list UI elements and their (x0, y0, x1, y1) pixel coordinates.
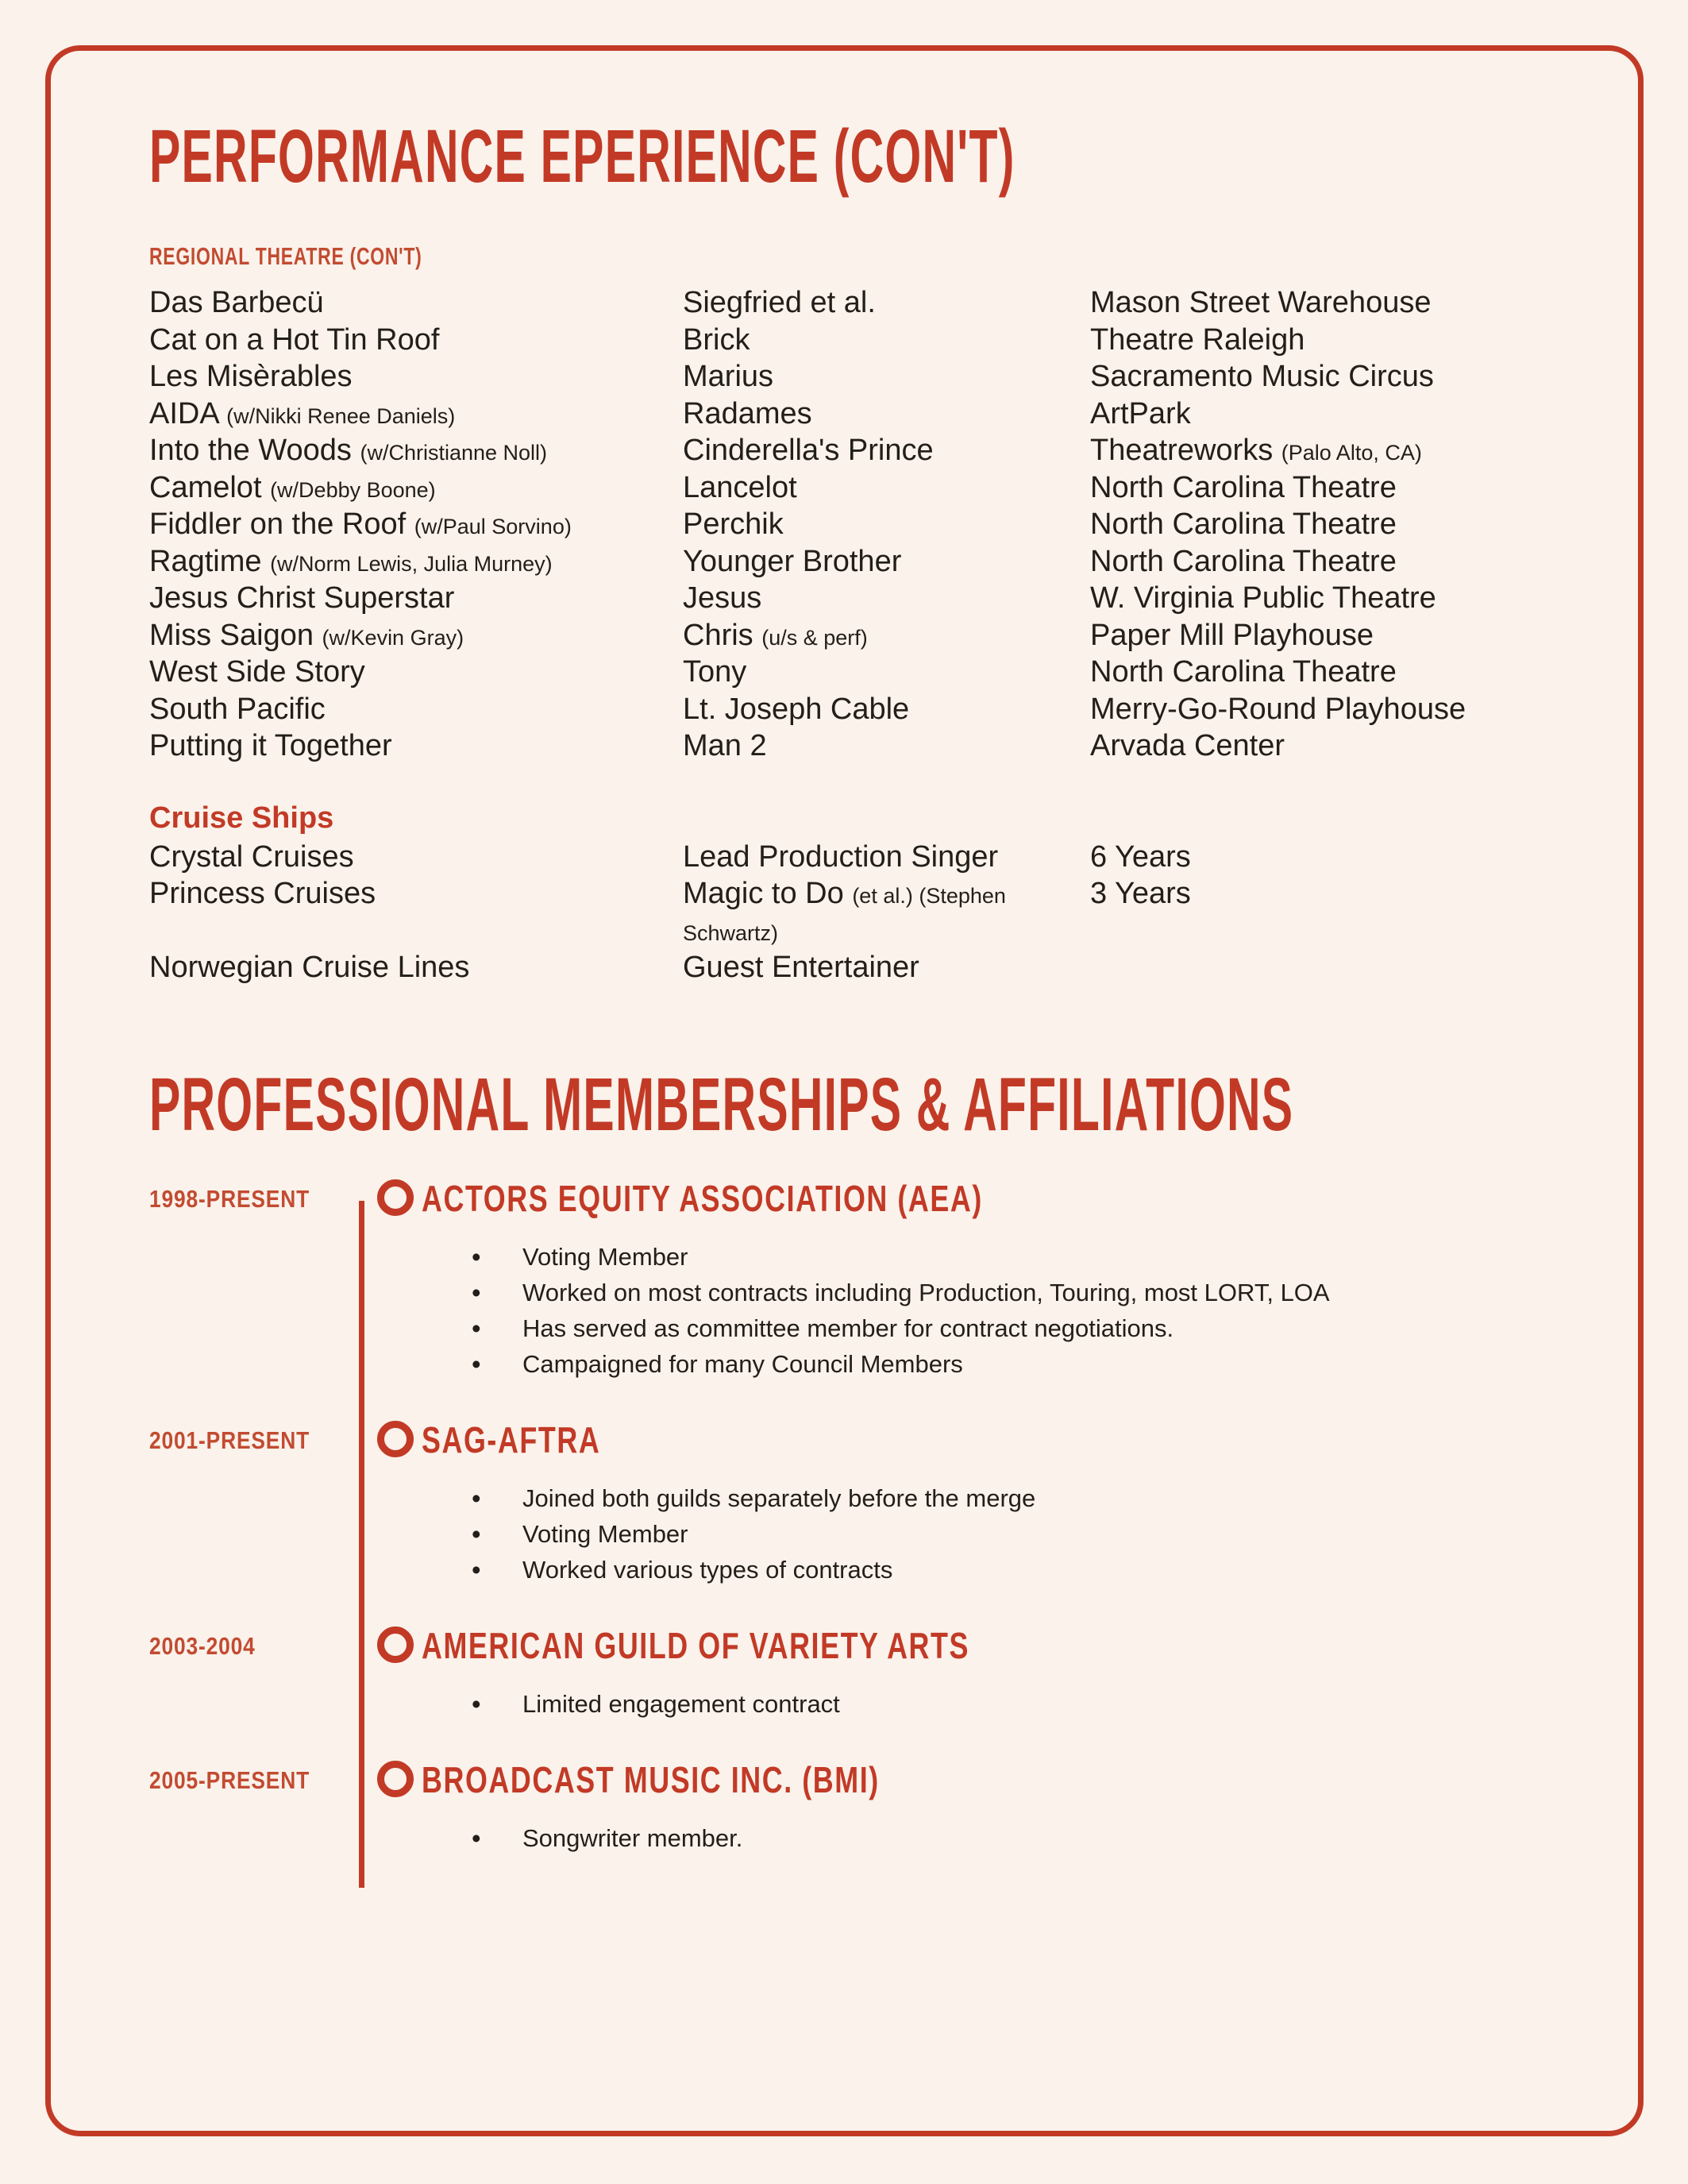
role-cell (683, 693, 1090, 730)
credit-row (149, 729, 1570, 766)
membership-bullet-list (422, 1480, 1570, 1588)
show-note: (w/Christianne Noll) (360, 441, 548, 465)
role-name: Lt. Joseph Cable (683, 692, 910, 726)
show-title: West Side Story (149, 655, 365, 689)
cruise-years: 6 Years (1090, 839, 1191, 874)
membership-title (422, 1420, 1570, 1460)
role-name: Younger Brother (683, 544, 902, 578)
role-name: Tony (683, 655, 747, 689)
venue-name: W. Virginia Public Theatre (1090, 581, 1436, 615)
memberships-timeline (149, 1179, 1570, 1888)
credit-row (149, 581, 1570, 619)
role-cell (683, 360, 1090, 397)
credit-row (149, 693, 1570, 730)
membership-bullet-text: Has served as committee member for contract negotiations. (522, 1314, 1174, 1342)
role-cell (683, 434, 1090, 471)
venue-cell (1090, 507, 1570, 545)
show-note: (w/Paul Sorvino) (414, 515, 572, 538)
venue-name: ArtPark (1090, 396, 1191, 430)
credit-row (149, 471, 1570, 508)
venue-name: Sacramento Music Circus (1090, 360, 1434, 393)
membership-bullet-list (422, 1686, 1570, 1722)
membership-title-text: ACTORS EQUITY ASSOCIATION (AEA) (422, 1177, 983, 1219)
cruise-role-name: Guest Entertainer (683, 951, 919, 984)
venue-name: Arvada Center (1090, 729, 1285, 762)
page-content (149, 0, 1570, 1888)
credit-row (149, 360, 1570, 397)
cruise-role-name: Magic to Do (683, 877, 844, 910)
cruise-row (149, 840, 1570, 878)
credit-row (149, 434, 1570, 471)
show-cell (149, 693, 683, 730)
venue-note: (Palo Alto, CA) (1281, 441, 1422, 465)
cruise-row (149, 877, 1570, 951)
role-name: Radames (683, 396, 812, 430)
show-cell (149, 619, 683, 656)
role-cell (683, 545, 1090, 582)
venue-name: North Carolina Theatre (1090, 655, 1397, 689)
venue-name: Theatreworks (1090, 434, 1274, 467)
show-title: Into the Woods (149, 434, 352, 467)
credit-row (149, 323, 1570, 361)
membership-entry (149, 1626, 1570, 1722)
show-title: Camelot (149, 470, 262, 504)
venue-cell (1090, 619, 1570, 656)
membership-bullet-text: Worked on most contracts including Production, Touring, most LORT, LOA (522, 1278, 1330, 1306)
role-name: Perchik (683, 507, 784, 541)
cruise-line-name: Norwegian Cruise Lines (149, 951, 470, 984)
credit-row (149, 655, 1570, 693)
section-title-text: PERFORMANCE EPERIENCE (CON'T) (149, 114, 1015, 199)
show-cell (149, 397, 683, 434)
show-cell (149, 434, 683, 471)
membership-date-text: 2001-PRESENT (149, 1426, 310, 1454)
cruise-role-cell (683, 951, 1090, 988)
timeline-node (332, 1179, 422, 1218)
show-note: (w/Norm Lewis, Julia Murney) (270, 551, 553, 576)
show-title: AIDA (149, 396, 218, 430)
cruise-line-name: Princess Cruises (149, 877, 376, 910)
membership-content (422, 1626, 1570, 1722)
cruise-ships-subheading: Cruise Ships (149, 801, 334, 835)
membership-bullet-text: Joined both guilds separately before the merge (522, 1484, 1036, 1512)
show-title: Ragtime (149, 544, 262, 578)
show-cell (149, 655, 683, 693)
show-cell (149, 507, 683, 545)
cruise-years-cell (1090, 840, 1570, 878)
membership-content (422, 1420, 1570, 1588)
cruise-role-cell (683, 840, 1090, 878)
venue-name: Merry-Go-Round Playhouse (1090, 692, 1466, 726)
show-cell (149, 545, 683, 582)
role-name: Siegfried et al. (683, 286, 876, 319)
section-title-performance-experience (149, 114, 1570, 199)
membership-bullet (422, 1310, 1570, 1346)
show-title: Jesus Christ Superstar (149, 581, 455, 615)
membership-bullet (422, 1239, 1570, 1275)
show-note: (w/Nikki Renee Daniels) (226, 403, 456, 428)
show-cell (149, 729, 683, 766)
membership-title-text: BROADCAST MUSIC INC. (BMI) (422, 1758, 880, 1800)
show-note: (w/Kevin Gray) (322, 625, 464, 650)
membership-content (422, 1179, 1570, 1382)
role-cell (683, 655, 1090, 693)
show-cell (149, 471, 683, 508)
regional-theatre-table (149, 286, 1570, 766)
membership-bullet (422, 1686, 1570, 1722)
regional-theatre-subheading-text: REGIONAL THEATRE (CON'T) (149, 242, 422, 270)
venue-cell (1090, 397, 1570, 434)
venue-cell (1090, 360, 1570, 397)
membership-bullet (422, 1820, 1570, 1856)
show-title: Putting it Together (149, 729, 392, 762)
role-cell (683, 286, 1090, 323)
section-title-memberships (149, 1062, 1570, 1147)
venue-cell (1090, 471, 1570, 508)
show-cell (149, 581, 683, 619)
membership-date-text: 1998-PRESENT (149, 1184, 310, 1213)
cruise-line-cell (149, 877, 683, 951)
membership-entry (149, 1179, 1570, 1382)
membership-date-text: 2003-2004 (149, 1631, 256, 1660)
venue-name: Mason Street Warehouse (1090, 286, 1432, 319)
membership-bullet-text: Songwriter member. (522, 1823, 743, 1852)
cruise-line-cell (149, 951, 683, 988)
membership-bullet (422, 1516, 1570, 1552)
venue-name: North Carolina Theatre (1090, 507, 1397, 541)
credit-row (149, 545, 1570, 582)
membership-bullet-list (422, 1239, 1570, 1382)
cruise-row (149, 951, 1570, 988)
show-title: Cat on a Hot Tin Roof (149, 322, 440, 357)
venue-name: North Carolina Theatre (1090, 470, 1397, 504)
venue-cell (1090, 655, 1570, 693)
show-cell (149, 286, 683, 323)
show-title: Das Barbecü (149, 286, 324, 319)
credit-row (149, 619, 1570, 656)
show-note: (w/Debby Boone) (270, 477, 436, 502)
regional-theatre-subheading (149, 244, 1570, 268)
venue-name: Theatre Raleigh (1090, 322, 1305, 357)
membership-bullet (422, 1552, 1570, 1588)
role-cell (683, 581, 1090, 619)
role-name: Marius (683, 360, 774, 393)
timeline-circle-icon (377, 1179, 414, 1216)
membership-bullet-text: Voting Member (522, 1242, 688, 1271)
membership-bullet (422, 1275, 1570, 1310)
membership-bullet-text: Voting Member (522, 1519, 688, 1548)
role-name: Chris (683, 618, 753, 652)
show-title: South Pacific (149, 692, 326, 726)
venue-cell (1090, 545, 1570, 582)
show-cell (149, 323, 683, 361)
membership-title (422, 1760, 1570, 1800)
cruise-years-cell (1090, 951, 1570, 988)
venue-cell (1090, 693, 1570, 730)
membership-date (149, 1626, 332, 1665)
show-title: Fiddler on the Roof (149, 507, 407, 541)
membership-title (422, 1626, 1570, 1665)
cruise-line-cell (149, 840, 683, 878)
membership-bullet (422, 1480, 1570, 1516)
credit-row (149, 397, 1570, 434)
show-title: Miss Saigon (149, 618, 314, 652)
credit-row (149, 507, 1570, 545)
venue-cell (1090, 729, 1570, 766)
role-cell (683, 729, 1090, 766)
membership-date (149, 1420, 332, 1459)
venue-cell (1090, 286, 1570, 323)
cruise-years-cell (1090, 877, 1570, 951)
timeline-node (332, 1626, 422, 1665)
timeline-node (332, 1760, 422, 1800)
venue-name: North Carolina Theatre (1090, 544, 1397, 578)
role-cell (683, 323, 1090, 361)
cruise-line-name: Crystal Cruises (149, 839, 354, 874)
role-name: Man 2 (683, 729, 767, 762)
venue-cell (1090, 323, 1570, 361)
cruise-role-cell (683, 877, 1090, 951)
timeline-node (332, 1420, 422, 1460)
membership-date (149, 1179, 332, 1217)
section-title-text: PROFESSIONAL MEMBERSHIPS & AFFILIATIONS (149, 1062, 1294, 1147)
role-cell (683, 397, 1090, 434)
membership-bullet (422, 1346, 1570, 1382)
role-name: Brick (683, 322, 750, 357)
membership-date (149, 1760, 332, 1799)
membership-date-text: 2005-PRESENT (149, 1765, 310, 1794)
membership-bullet-text: Campaigned for many Council Members (522, 1349, 963, 1378)
cruise-years: 3 Years (1090, 877, 1191, 910)
venue-cell (1090, 581, 1570, 619)
membership-title-text: SAG-AFTRA (422, 1418, 601, 1461)
role-name: Cinderella's Prince (683, 434, 934, 467)
membership-title (422, 1179, 1570, 1218)
timeline-circle-icon (377, 1626, 414, 1663)
credit-row (149, 286, 1570, 323)
membership-title-text: AMERICAN GUILD OF VARIETY ARTS (422, 1624, 969, 1666)
role-cell (683, 507, 1090, 545)
role-note: (u/s & perf) (761, 625, 868, 650)
role-cell (683, 619, 1090, 656)
timeline-circle-icon (377, 1421, 414, 1457)
timeline-circle-icon (377, 1761, 414, 1797)
role-cell (683, 471, 1090, 508)
cruise-role-note: (et al.) (Stephen Schwartz) (683, 884, 1006, 945)
membership-bullet-text: Worked various types of contracts (522, 1555, 893, 1584)
membership-content (422, 1760, 1570, 1856)
role-name: Jesus (683, 581, 762, 615)
cruise-role-name: Lead Production Singer (683, 839, 999, 874)
membership-entry (149, 1760, 1570, 1856)
cruise-ships-table (149, 840, 1570, 988)
venue-name: Paper Mill Playhouse (1090, 618, 1374, 652)
show-title: Les Misèrables (149, 360, 353, 393)
role-name: Lancelot (683, 470, 797, 504)
show-cell (149, 360, 683, 397)
venue-cell (1090, 434, 1570, 471)
membership-bullet-list (422, 1820, 1570, 1856)
membership-entry (149, 1420, 1570, 1588)
membership-bullet-text: Limited engagement contract (522, 1689, 840, 1718)
